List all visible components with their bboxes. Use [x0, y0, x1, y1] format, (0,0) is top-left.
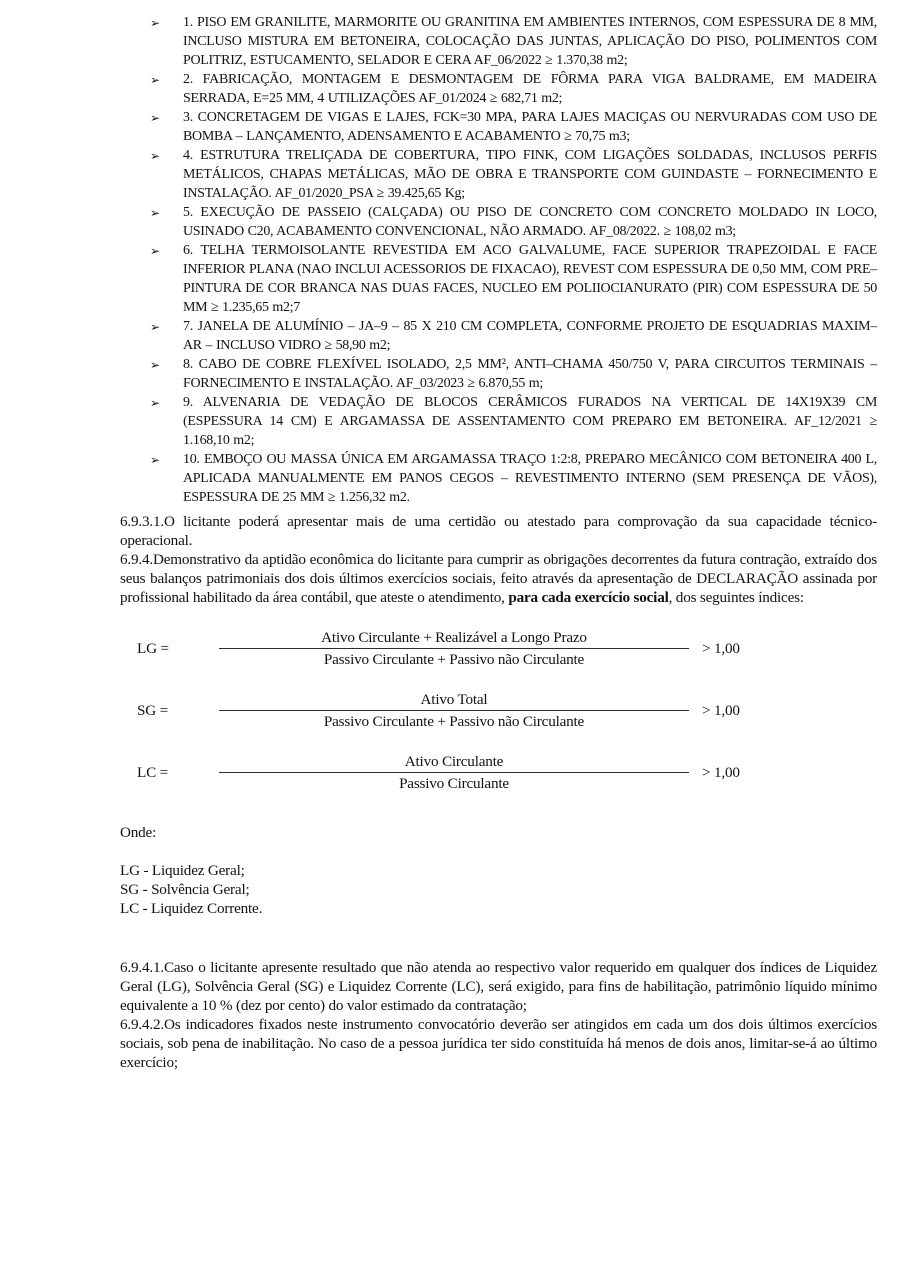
list-item	[150, 355, 877, 393]
list-item-text: 8. CABO DE COBRE FLEXÍVEL ISOLADO, 2,5 MM², ANTI–CHAMA 450/750 V, PARA CIRCUITOS TERMINAIS – FORNECIMENTO E INSTALAÇÃO. AF_03/2023 ≥ 6.870,55 m;	[183, 357, 877, 391]
paragraph-6-9-4-text: 6.9.4.Demonstrativo da aptidão econômica do licitante para cumprir as obrigações decorrentes da futura contração, extraído dos seus balanços patrimoniais dos dois últimos exercícios sociais, feito através da apresentação de DECLARAÇÃO assinada por profissional habilitado da área contábil, que ateste o atendimento,	[120, 551, 877, 606]
list-item-text: 7. JANELA DE ALUMÍNIO – JA–9 – 85 X 210 CM COMPLETA, CONFORME PROJETO DE ESQUADRIAS MAXIM–AR – INCLUSO VIDRO ≥ 58,90 m2;	[183, 319, 877, 353]
formula-lg-fraction	[219, 628, 689, 669]
list-item-text: 6. TELHA TERMOISOLANTE REVESTIDA EM ACO GALVALUME, FACE SUPERIOR TRAPEZOIDAL E FACE INFERIOR PLANA (NAO INCLUI ACESSORIOS DE FIXACAO), REVEST COM ESPESSURA DE 0,50 MM, COM PRE–PINTURA DE COR BRANCA NAS DUAS FACES, NUCLEO EM POLIIOCIANURATO (PIR) COM ESPESSURA DE 50 MM ≥ 1.235,65 m2;7	[183, 243, 877, 315]
formula-lg-denominator: Passivo Circulante + Passivo não Circulante	[323, 651, 585, 668]
arrow-bullet-icon: ➢	[150, 244, 161, 258]
list-item	[150, 146, 877, 203]
paragraph-6-9-3-1: 6.9.3.1.O licitante poderá apresentar mais de uma certidão ou atestado para comprovação da sua capacidade técnico-operacional.	[120, 513, 877, 549]
paragraph-6-9-4-1: 6.9.4.1.Caso o licitante apresente resultado que não atenda ao respectivo valor requerido em qualquer dos índices de Liquidez Geral (LG), Solvência Geral (SG) e Liquidez Corrente (LC), será exigido, para fins de habilitação, patrimônio líquido mínimo equivalente a 10 % (dez por cento) do valor estimado da contratação;	[120, 959, 877, 1014]
list-item-text: 2. FABRICAÇÃO, MONTAGEM E DESMONTAGEM DE FÔRMA PARA VIGA BALDRAME, EM MADEIRA SERRADA, E=25 MM, 4 UTILIZAÇÕES AF_01/2024 ≥ 682,71 m2;	[183, 72, 877, 106]
list-item-text: 3. CONCRETAGEM DE VIGAS E LAJES, FCK=30 MPA, PARA LAJES MACIÇAS OU NERVURADAS COM USO DE BOMBA – LANÇAMENTO, ADENSAMENTO E ACABAMENTO ≥ 70,75 m3;	[183, 110, 877, 144]
paragraph-6-9-4-bold-text: para cada exercício social	[508, 589, 669, 606]
list-item	[150, 13, 877, 70]
formula-lc-denominator: Passivo Circulante	[399, 775, 509, 792]
formula-sg-label: SG =	[137, 702, 168, 719]
list-item	[150, 317, 877, 355]
definition-lc: LC - Liquidez Corrente.	[120, 900, 263, 917]
arrow-bullet-icon: ➢	[150, 111, 161, 125]
list-item-text: 5. EXECUÇÃO DE PASSEIO (CALÇADA) OU PISO DE CONCRETO COM CONCRETO MOLDADO IN LOCO, USINADO C20, ACABAMENTO CONVENCIONAL, NÃO ARMADO. AF_08/2022. ≥ 108,02 m3;	[183, 205, 877, 239]
where-label: Onde:	[120, 824, 157, 841]
list-item	[150, 108, 877, 146]
formula-lc-numerator: Ativo Circulante	[219, 752, 689, 773]
formula-lg-numerator: Ativo Circulante + Realizável a Longo Prazo	[219, 628, 689, 649]
arrow-bullet-icon: ➢	[150, 396, 161, 410]
list-item-text: 9. ALVENARIA DE VEDAÇÃO DE BLOCOS CERÂMICOS FURADOS NA VERTICAL DE 14X19X39 CM (ESPESSURA 14 CM) E ARGAMASSA DE ASSENTAMENTO COM PREPARO EM BETONEIRA. AF_12/2021 ≥ 1.168,10 m2;	[183, 395, 877, 448]
arrow-bullet-icon: ➢	[150, 453, 161, 467]
formula-sg-denominator: Passivo Circulante + Passivo não Circulante	[323, 713, 585, 730]
list-item-text: 4. ESTRUTURA TRELIÇADA DE COBERTURA, TIPO FINK, COM LIGAÇÕES SOLDADAS, INCLUSOS PERFIS METÁLICOS, CHAPAS METÁLICAS, MÃO DE OBRA E TRANSPORTE COM GUINDASTE – FORNECIMENTO E INSTALAÇÃO. AF_01/2020_PSA ≥ 39.425,65 Kg;	[183, 148, 877, 201]
formula-lc-fraction	[219, 752, 689, 793]
arrow-bullet-icon: ➢	[150, 16, 161, 30]
paragraph-6-9-4-2: 6.9.4.2.Os indicadores fixados neste instrumento convocatório deverão ser atingidos em cada um dos dois últimos exercícios sociais, sob pena de inabilitação. No caso de a pessoa jurídica ter sido constituída há menos de dois anos, limitar-se-á ao último exercício;	[120, 1016, 877, 1071]
formula-lc-condition: > 1,00	[702, 764, 740, 781]
definition-sg: SG - Solvência Geral;	[120, 881, 250, 898]
formula-sg-numerator: Ativo Total	[219, 690, 689, 711]
formula-lg	[137, 628, 900, 669]
paragraph-6-9-4-text-end: , dos seguintes índices:	[668, 589, 804, 606]
list-item	[150, 393, 877, 450]
arrow-bullet-icon: ➢	[150, 358, 161, 372]
list-item	[150, 450, 877, 507]
arrow-bullet-icon: ➢	[150, 320, 161, 334]
arrow-bullet-icon: ➢	[150, 149, 161, 163]
requirements-list	[0, 0, 900, 507]
index-definitions	[0, 861, 900, 918]
formula-lg-condition: > 1,00	[702, 640, 740, 657]
arrow-bullet-icon: ➢	[150, 73, 161, 87]
list-item	[150, 203, 877, 241]
formula-lg-label: LG =	[137, 640, 169, 657]
list-item-text: 10. EMBOÇO OU MASSA ÚNICA EM ARGAMASSA TRAÇO 1:2:8, PREPARO MECÂNICO COM BETONEIRA 400 L, APLICADA MANUALMENTE EM PANOS CEGOS – REVESTIMENTO INTERNO (SEM PRESENÇA DE VÃOS), ESPESSURA DE 25 MM ≥ 1.256,32 m2.	[183, 452, 877, 505]
arrow-bullet-icon: ➢	[150, 206, 161, 220]
definition-lg: LG - Liquidez Geral;	[120, 862, 245, 879]
paragraph-6-9-4	[120, 550, 877, 607]
formula-sg	[137, 690, 900, 731]
formula-lc	[137, 752, 900, 793]
list-item	[150, 241, 877, 317]
formula-sg-fraction	[219, 690, 689, 731]
list-item	[150, 70, 877, 108]
list-item-text: 1. PISO EM GRANILITE, MARMORITE OU GRANITINA EM AMBIENTES INTERNOS, COM ESPESSURA DE 8 MM, INCLUSO MISTURA EM BETONEIRA, COLOCAÇÃO DAS JUNTAS, APLICAÇÃO DO PISO, POLIMENTOS COM POLITRIZ, ESTUCAMENTO, SELADOR E CERA AF_06/2022 ≥ 1.370,38 m2;	[183, 15, 877, 68]
formula-sg-condition: > 1,00	[702, 702, 740, 719]
formula-lc-label: LC =	[137, 764, 168, 781]
